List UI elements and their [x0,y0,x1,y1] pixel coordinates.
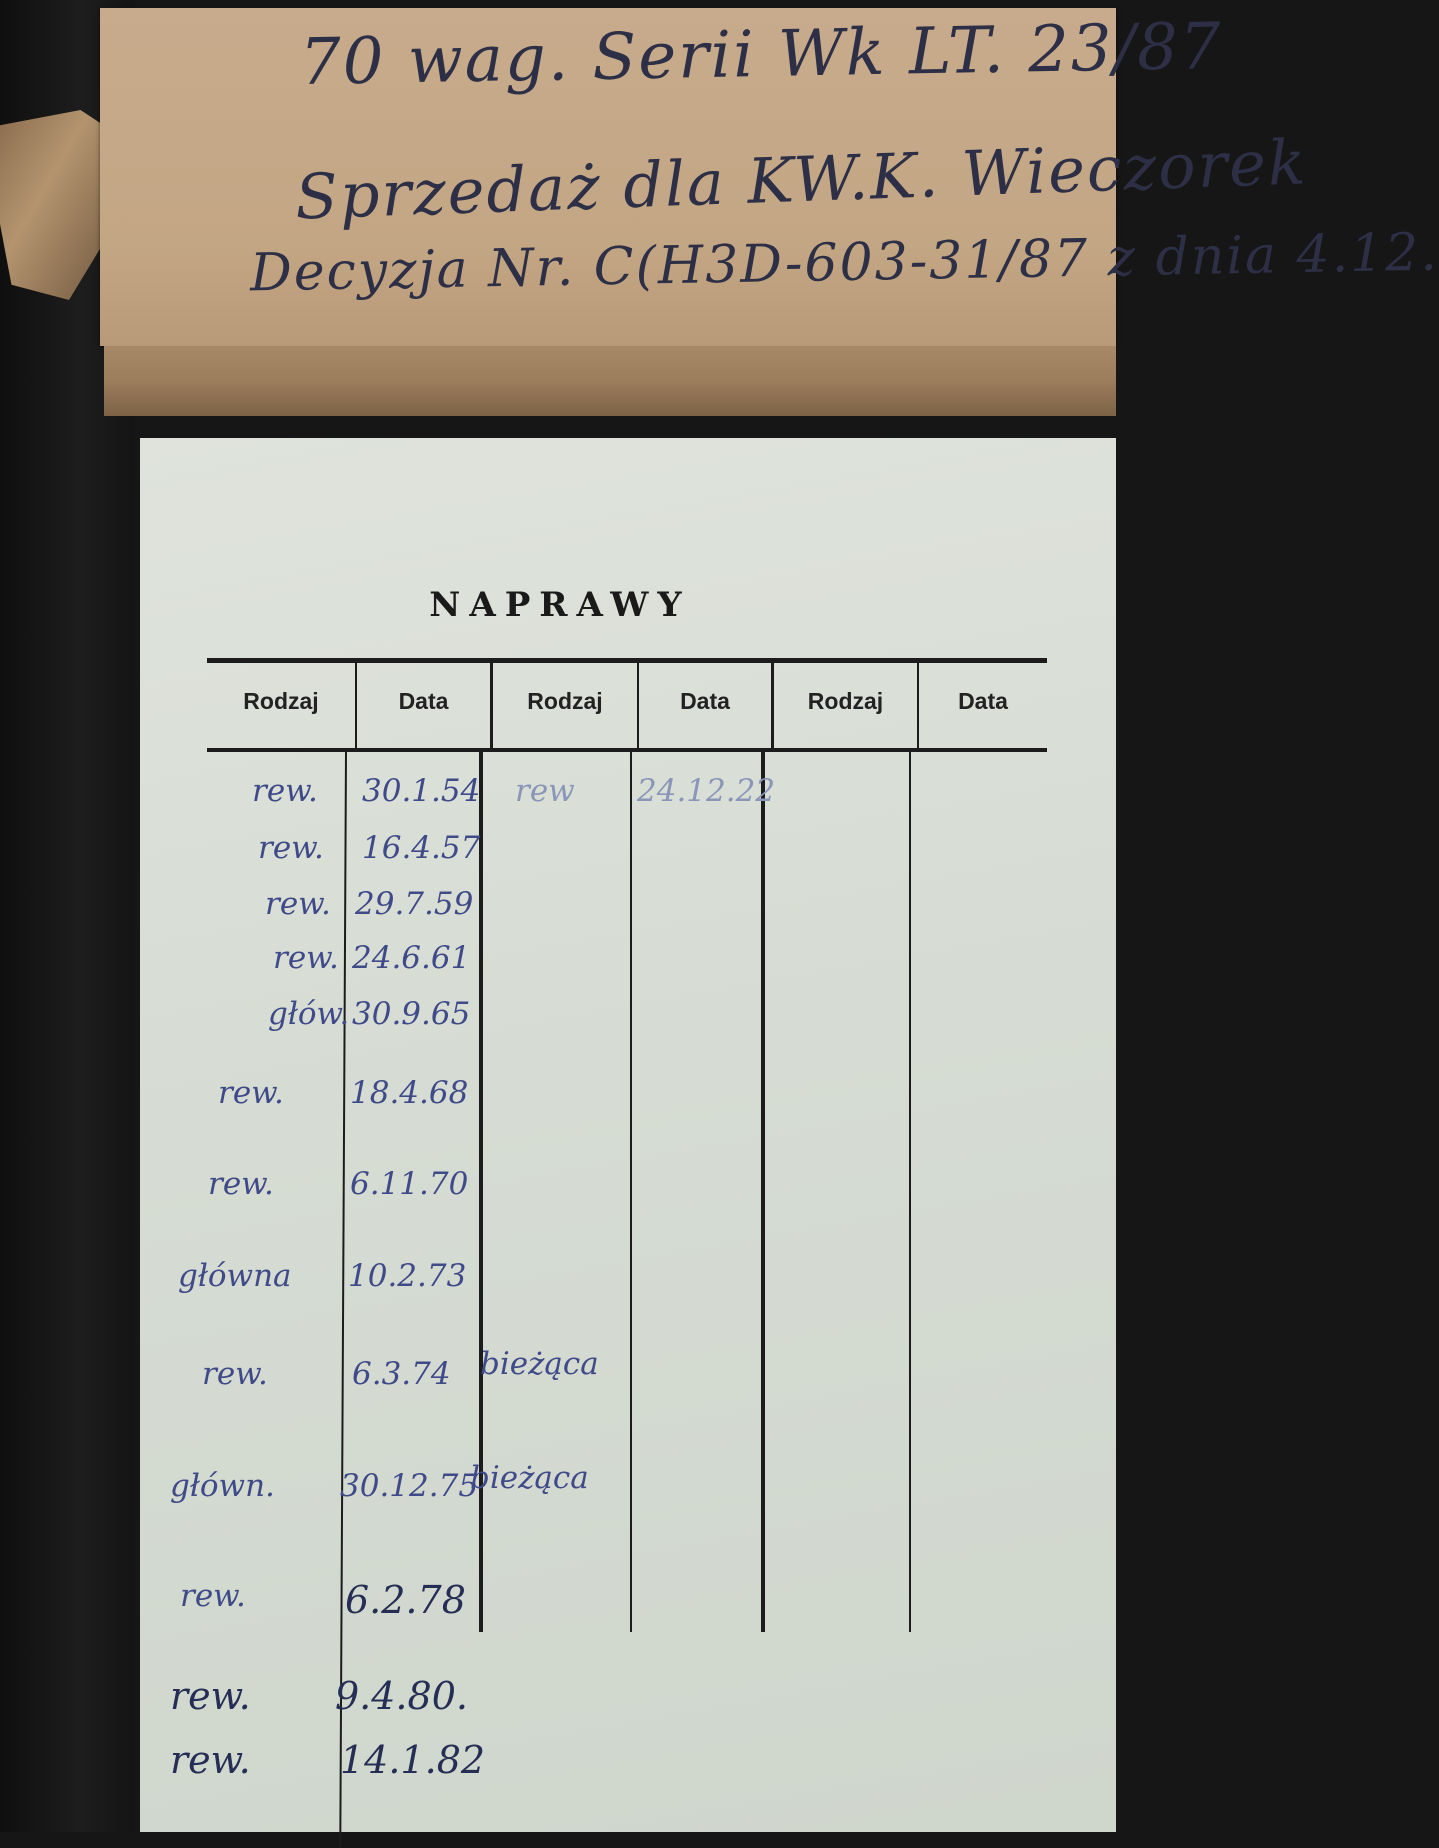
entry-data: 10.2.73 [348,1258,467,1294]
entry-rodzaj: bieżąca [480,1346,599,1382]
entry-rodzaj: rew. [202,1356,268,1392]
entry-rodzaj: rew. [170,1738,251,1782]
label-line-1: 70 wag. Serii Wk LT. 23/87 [299,9,1224,101]
label-line-3: Decyzja Nr. C(H3D-603-31/87 z dnia 4.12. [249,222,1439,304]
entry-rodzaj: rew. [208,1166,274,1202]
entry-data: 14.1.82 [340,1738,486,1782]
label-line-2: Sprzedaż dla KW.K. Wieczorek [294,125,1309,234]
entry-rodzaj: główn. [170,1468,275,1504]
column-divider [909,752,911,1632]
entry-data: 6.2.78 [345,1578,466,1622]
entry-data: 30.1.54 [362,773,481,809]
entry-data: 30.12.75 [340,1468,479,1504]
header-data-2: Data [680,688,730,714]
entry-data: 30.9.65 [352,996,471,1032]
entry-data: 24.6.61 [352,940,471,976]
entry-data: 16.4.57 [362,830,481,866]
entry-rodzaj: rew. [170,1674,251,1718]
header-data-1: Data [398,688,449,714]
entry-data: 6.11.70 [350,1166,469,1202]
table-top-rule [207,658,1047,663]
column-divider [630,752,632,1632]
header-rodzaj-1: Rodzaj [243,688,319,714]
entry-rodzaj: główna [178,1258,292,1294]
entry-data: 6.3.74 [352,1356,451,1392]
page-title: NAPRAWY [429,585,691,625]
entry-rodzaj: rew. [180,1578,246,1614]
header-data-3: Data [958,688,1008,714]
cardboard-label [100,8,1439,346]
entry-rodzaj: rew. [273,940,339,976]
entry-data: 18.4.68 [350,1075,469,1111]
entry-rodzaj: rew. [218,1075,284,1111]
label-backing-strip [104,346,1116,416]
entry-rodzaj: rew. [265,886,331,922]
entry-data: 29.7.59 [355,886,474,922]
entry-rodzaj: rew. [258,830,324,866]
column-divider [479,752,483,1632]
repairs-page [140,438,1116,1832]
entry-rodzaj: głów. [268,996,350,1032]
entry-data: 24.12.22 [637,773,776,809]
entry-rodzaj: rew. [252,773,318,809]
column-divider [761,752,765,1632]
table-header-rule [207,748,1047,752]
header-rodzaj-2: Rodzaj [527,688,603,714]
entry-rodzaj: rew [515,773,575,809]
entry-rodzaj: bieżąca [470,1460,589,1496]
entry-data: 9.4.80. [335,1674,468,1718]
header-rodzaj-3: Rodzaj [807,688,884,714]
